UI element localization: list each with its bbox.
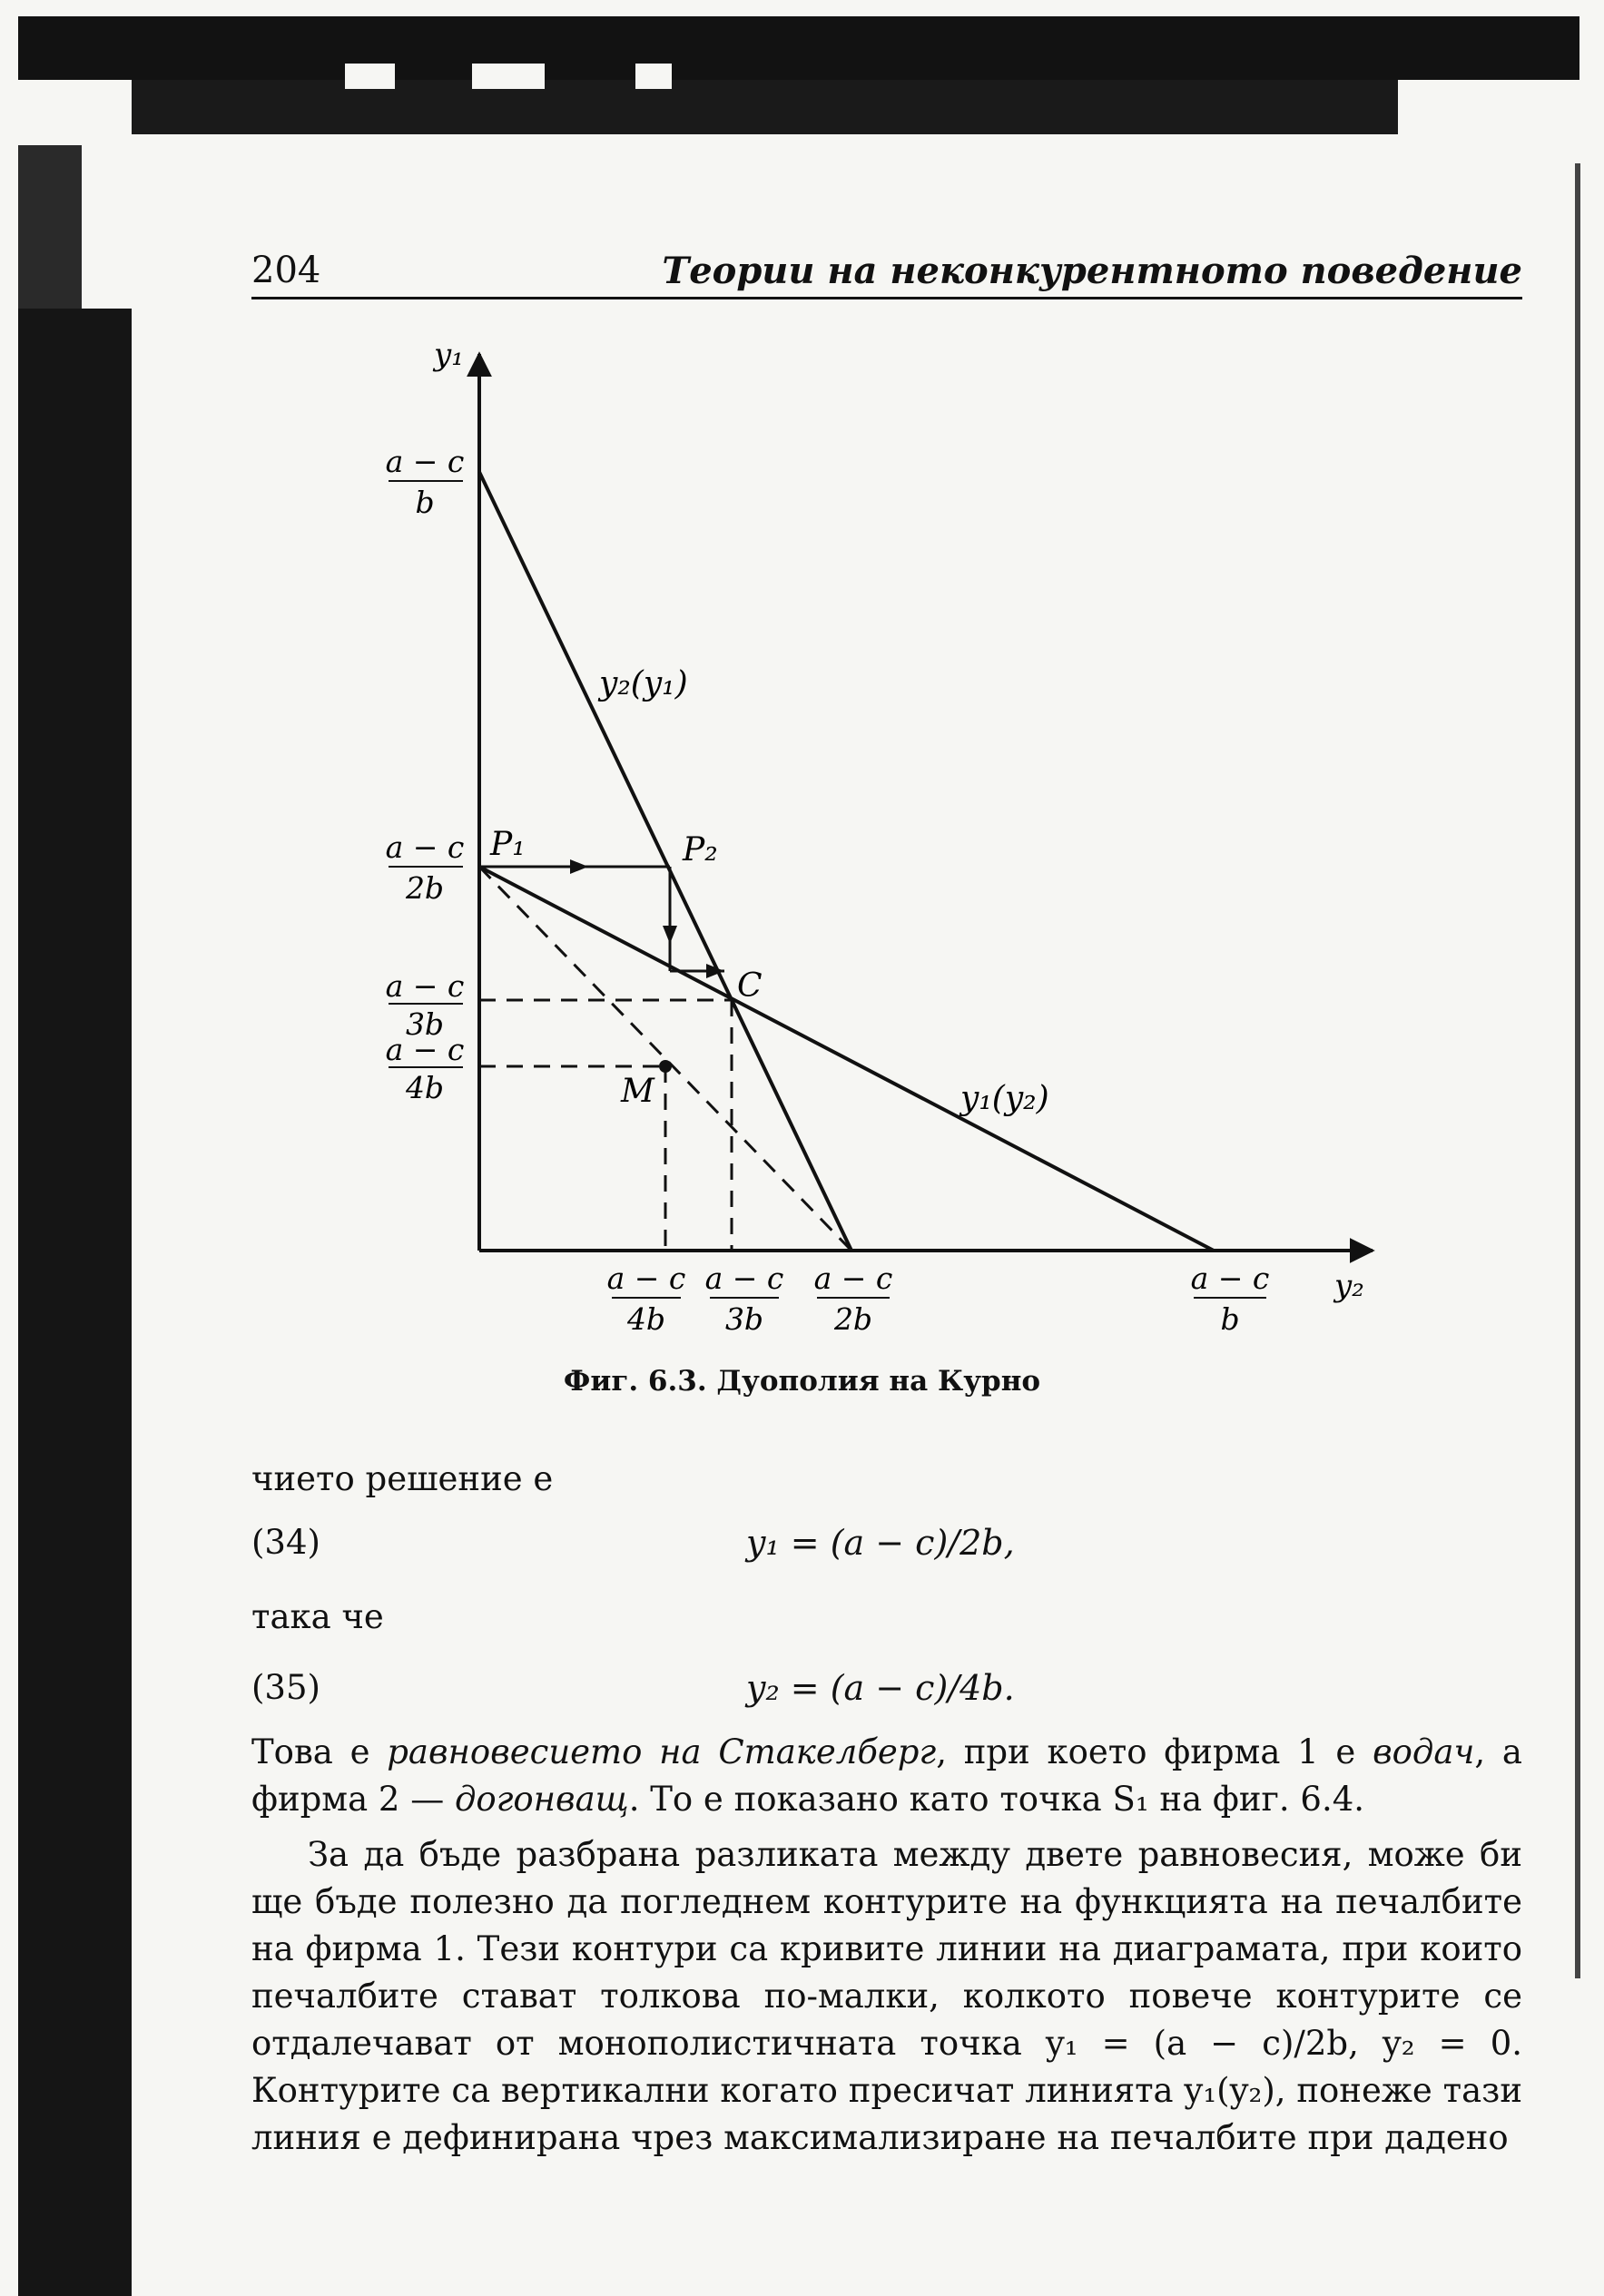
arrow-head	[570, 859, 588, 874]
text-run: . То е показано като точка S₁ на фиг. 6.4.	[628, 1780, 1365, 1819]
label-p1: P₁	[490, 826, 526, 863]
label-p2: P₂	[683, 831, 718, 868]
text-run: Това е	[251, 1732, 388, 1771]
x-tick-den: b	[1220, 1301, 1240, 1337]
text-line: така че	[251, 1597, 384, 1636]
x-tick-label	[1191, 1261, 1270, 1337]
x-tick-num: a − c	[1190, 1261, 1270, 1296]
equation-35: y₂ = (a − c)/4b.	[746, 1668, 1015, 1708]
x-tick-label	[607, 1261, 686, 1337]
point-m-marker	[659, 1060, 672, 1073]
reaction-curve-y1-of-y2	[479, 867, 1214, 1251]
label-m: M	[621, 1073, 654, 1110]
x-tick-den: 2b	[833, 1301, 873, 1337]
y-tick-den: 4b	[405, 1070, 445, 1105]
y-axis-label: y₁	[434, 337, 464, 373]
x-tick-num: a − c	[606, 1261, 686, 1296]
y-tick-label	[386, 444, 465, 520]
y-tick-num: a − c	[385, 968, 465, 1004]
text-run: , а фирма 2 —	[251, 1732, 1522, 1819]
y-tick-den: 2b	[405, 870, 445, 906]
label-y2-of-y1: y₂(y₁)	[599, 665, 688, 702]
italic-term: водач	[1373, 1732, 1475, 1771]
x-tick-label	[705, 1261, 784, 1337]
y-tick-num: a − c	[385, 444, 465, 479]
page-number: 204	[251, 250, 321, 291]
x-tick-num: a − c	[704, 1261, 784, 1296]
x-axis-label: y₂	[1334, 1268, 1364, 1304]
y-tick-num: a − c	[385, 1032, 465, 1067]
y-tick-label	[386, 829, 465, 906]
equation-number: (34)	[251, 1523, 320, 1562]
dashed-diagonal	[479, 867, 851, 1251]
y-tick-label	[386, 968, 465, 1042]
paragraph-text	[251, 1729, 1522, 1823]
running-title: Теории на неконкурентното поведение	[662, 250, 1522, 292]
paragraph-contours	[251, 1831, 1522, 2162]
x-tick-label	[814, 1261, 893, 1337]
y-tick-den: b	[415, 485, 435, 520]
paragraph-stackelberg	[251, 1729, 1522, 1823]
label-c: C	[737, 967, 763, 1005]
y-tick-num: a − c	[385, 829, 465, 865]
equation-34: y₁ = (a − c)/2b,	[746, 1523, 1015, 1563]
equation-number: (35)	[251, 1668, 320, 1707]
x-tick-den: 4b	[626, 1301, 666, 1337]
y-tick-den: 3b	[405, 1006, 445, 1042]
italic-term: равновесието на Стакелберг	[387, 1732, 937, 1771]
label-y1-of-y2: y₁(y₂)	[960, 1080, 1049, 1117]
italic-term: догонващ	[454, 1780, 629, 1819]
arrow-head	[663, 926, 677, 944]
x-tick-num: a − c	[813, 1261, 893, 1296]
text-line: чието решение е	[251, 1459, 554, 1498]
y-tick-label	[386, 1032, 465, 1105]
text-run: , при което фирма 1 е	[936, 1732, 1373, 1771]
x-tick-den: 3b	[724, 1301, 764, 1337]
paragraph-text: За да бъде разбрана разликата между двете равновесия, може би ще бъде полезно да погледнем контурите на функцията на печалбите на фирма 1. Тези контури са кривите линии на диаграмата, при които печалбите стават толкова по-малки, колкото повече контурите се отдалечават от монополистичната точка y₁ = (a − c)/2b, y₂ = 0. Контурите са вертикални когато пресичат линията y₁(y₂), понеже тази линия е дефинирана чрез максимализиране на печалбите при дадено	[251, 1835, 1522, 2157]
figure-caption: Фиг. 6.3. Дуополия на Курно	[563, 1365, 1041, 1398]
